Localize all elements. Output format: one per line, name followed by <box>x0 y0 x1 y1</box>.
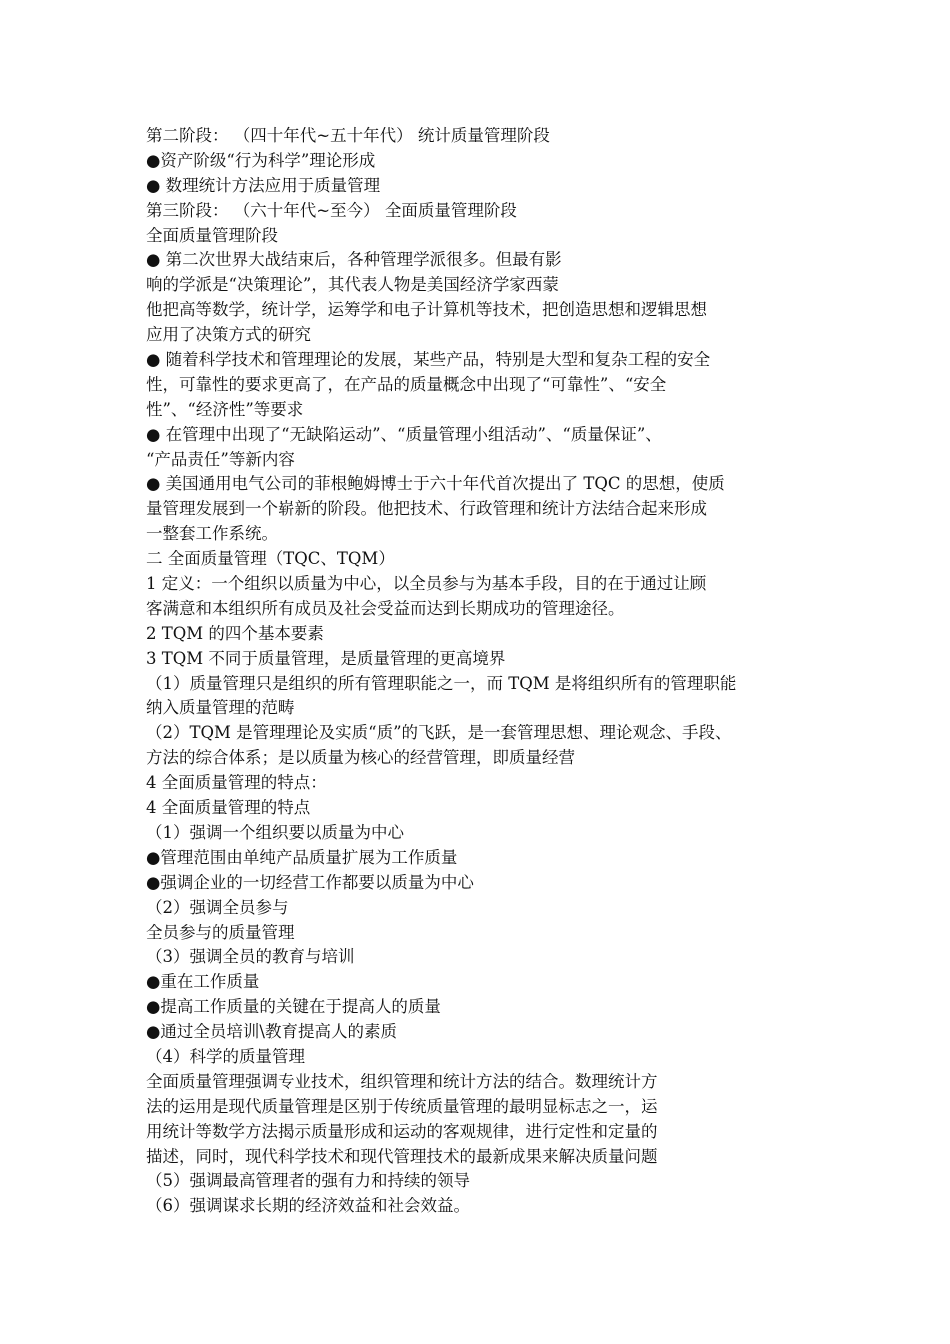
text-line: ● 第二次世界大战结束后，各种管理学派很多。但最有影 <box>146 250 562 270</box>
text-line: （4）科学的质量管理 <box>146 1046 305 1066</box>
text-line: 2 TQM 的四个基本要素 <box>146 623 324 643</box>
text-line: 全员参与的质量管理 <box>146 922 295 942</box>
text-line: ●强调企业的一切经营工作都要以质量为中心 <box>146 872 474 892</box>
text-line: 他把高等数学，统计学，运筹学和电子计算机等技术，把创造思想和逻辑思想 <box>146 300 707 320</box>
text-line: ●提高工作质量的关键在于提高人的质量 <box>146 997 441 1017</box>
text-line: 应用了决策方式的研究 <box>146 325 311 345</box>
text-line: 第三阶段： （六十年代~至今） 全面质量管理阶段 <box>146 200 517 220</box>
text-line: （1）质量管理只是组织的所有管理职能之一，而 TQM 是将组织所有的管理职能 <box>146 673 737 693</box>
text-line: ●资产阶级“行为科学”理论形成 <box>146 150 376 170</box>
text-line: 客满意和本组织所有成员及社会受益而达到长期成功的管理途径。 <box>146 598 625 618</box>
text-line: （5）强调最高管理者的强有力和持续的领导 <box>146 1171 470 1191</box>
text-line: ● 在管理中出现了“无缺陷运动”、“质量管理小组活动”、“质量保证”、 <box>146 424 662 444</box>
text-line: 4 全面质量管理的特点： <box>146 773 327 793</box>
text-line: 一整套工作系统。 <box>146 524 278 544</box>
text-line: （2）TQM 是管理理论及实质“质”的飞跃，是一套管理思想、理论观念、手段、 <box>146 723 732 743</box>
text-line: 二 全面质量管理（TQC、TQM） <box>146 549 395 569</box>
document-page <box>146 124 836 1219</box>
text-line: 1 定义：一个组织以质量为中心，以全员参与为基本手段，目的在于通过让顾 <box>146 574 707 594</box>
text-line: 全面质量管理强调专业技术，组织管理和统计方法的结合。数理统计方 <box>146 1071 658 1091</box>
text-line: 方法的综合体系；是以质量为核心的经营管理，即质量经营 <box>146 748 575 768</box>
text-line: ● 美国通用电气公司的菲根鲍姆博士于六十年代首次提出了 TQC 的思想，使质 <box>146 474 725 494</box>
text-line: ●重在工作质量 <box>146 972 260 992</box>
text-line: ● 随着科学技术和管理理论的发展，某些产品，特别是大型和复杂工程的安全 <box>146 350 711 370</box>
text-line: 描述，同时，现代科学技术和现代管理技术的最新成果来解决质量问题 <box>146 1146 658 1166</box>
text-line: “产品责任”等新内容 <box>146 449 295 469</box>
text-line: 4 全面质量管理的特点 <box>146 798 311 818</box>
text-line: 全面质量管理阶段 <box>146 225 278 245</box>
text-line: 用统计等数学方法揭示质量形成和运动的客观规律，进行定性和定量的 <box>146 1121 658 1141</box>
text-line: 性，可靠性的要求更高了，在产品的质量概念中出现了“可靠性”、“安全 <box>146 374 667 394</box>
text-line: 响的学派是“决策理论”，其代表人物是美国经济学家西蒙 <box>146 275 559 295</box>
text-line: 第二阶段： （四十年代~五十年代） 统计质量管理阶段 <box>146 126 550 145</box>
text-line: 性”、“经济性”等要求 <box>146 399 304 419</box>
text-line: 3 TQM 不同于质量管理，是质量管理的更高境界 <box>146 648 506 668</box>
text-line: 量管理发展到一个崭新的阶段。他把技术、行政管理和统计方法结合起来形成 <box>146 499 707 519</box>
text-line: （6）强调谋求长期的经济效益和社会效益。 <box>146 1196 470 1216</box>
text-line: 纳入质量管理的范畴 <box>146 698 295 718</box>
text-line: ●管理范围由单纯产品质量扩展为工作质量 <box>146 847 458 867</box>
text-line: （1）强调一个组织要以质量为中心 <box>146 822 404 842</box>
text-line: ●通过全员培训\教育提高人的素质 <box>146 1022 397 1042</box>
text-line: 法的运用是现代质量管理是区别于传统质量管理的最明显标志之一，运 <box>146 1096 658 1116</box>
text-line: ● 数理统计方法应用于质量管理 <box>146 175 381 195</box>
text-line: （3）强调全员的教育与培训 <box>146 947 355 967</box>
text-line: （2）强调全员参与 <box>146 897 289 917</box>
